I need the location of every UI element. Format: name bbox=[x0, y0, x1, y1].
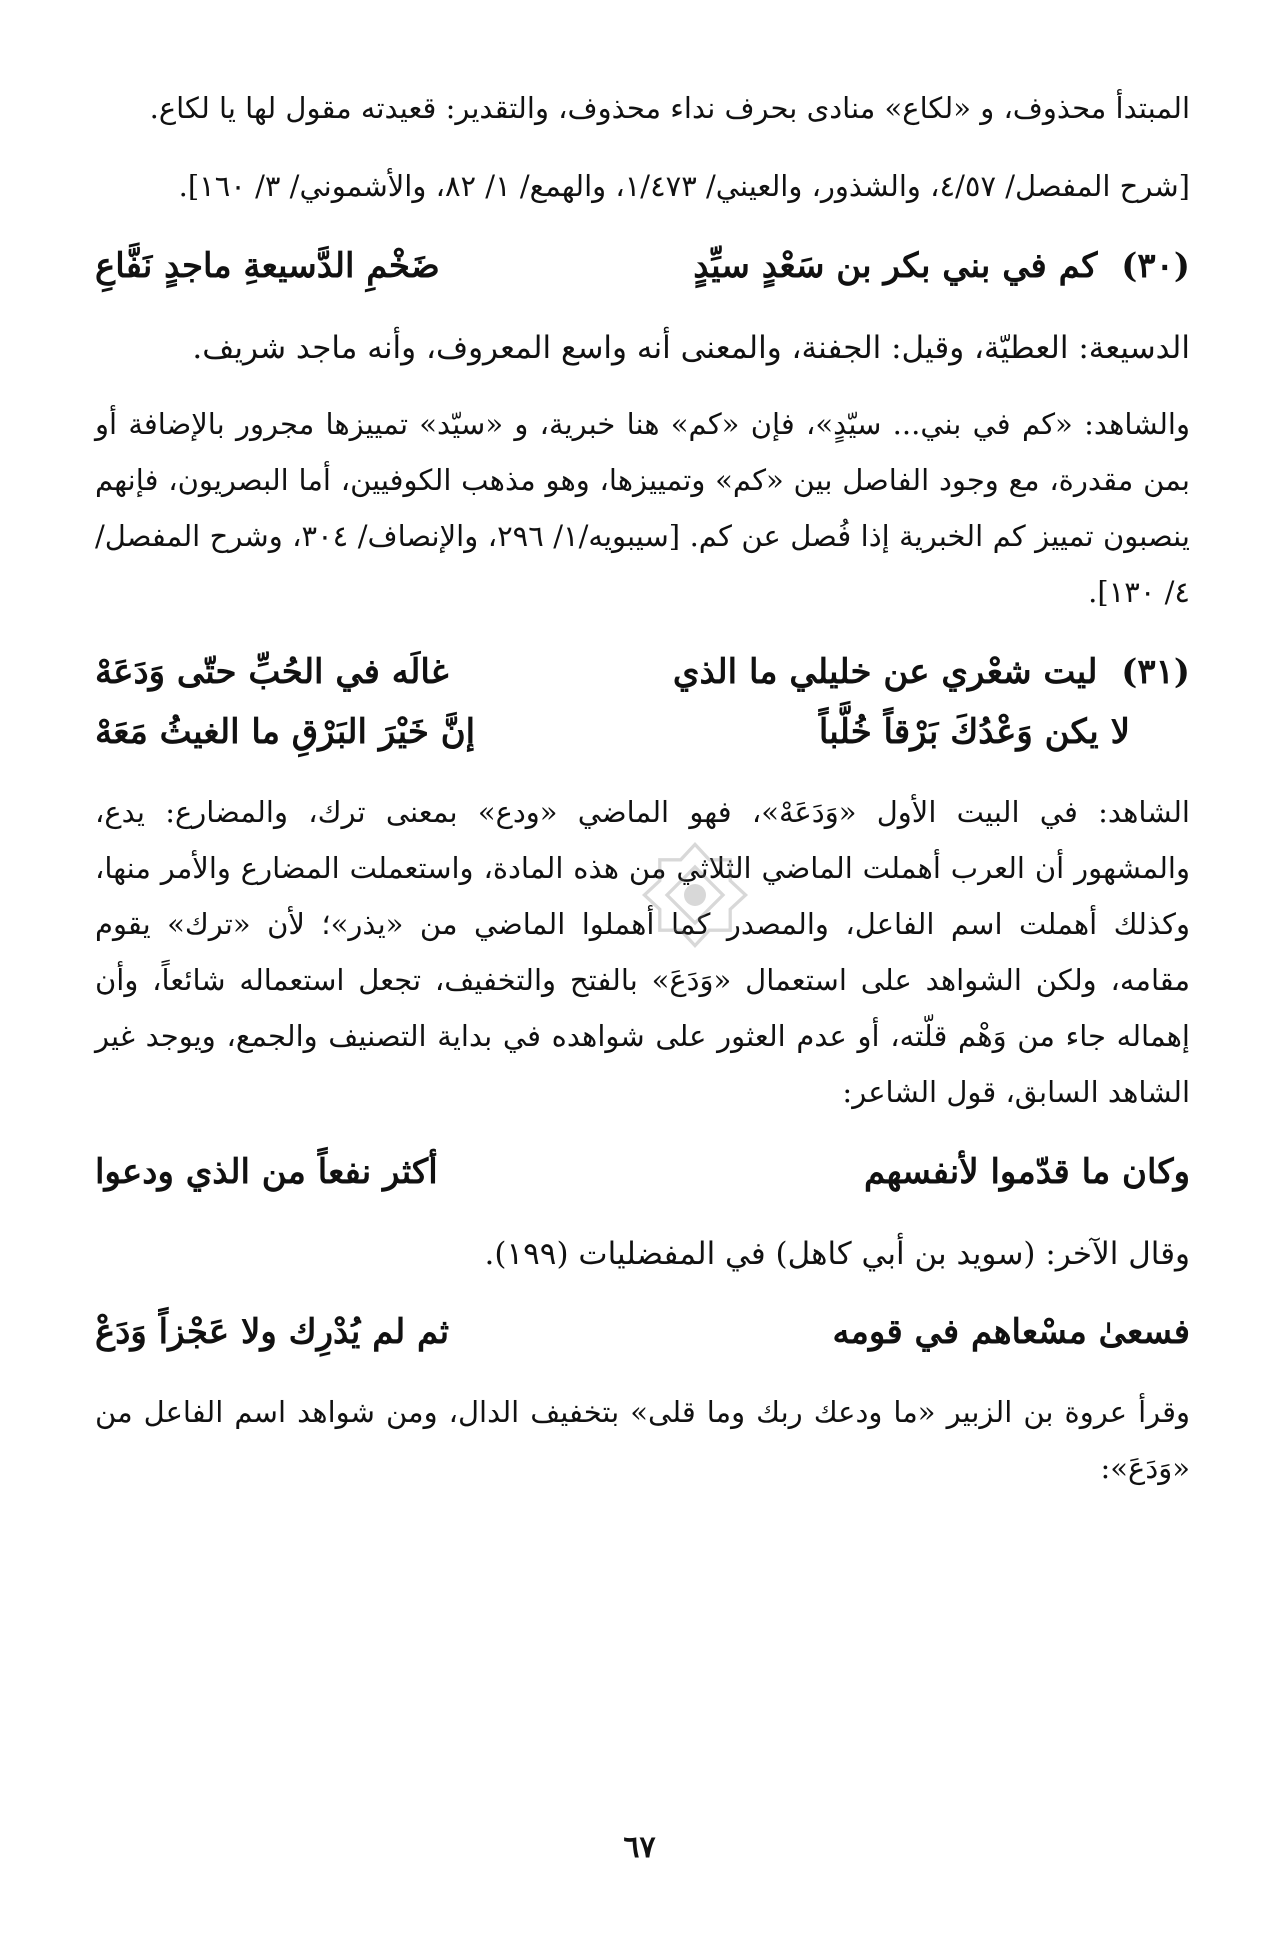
intro-b: وقال الآخر: (سويد بن أبي كاهل) في المفضليات (١٩٩). bbox=[484, 1236, 1190, 1272]
verse-b-first: فسعىٰ مسْعاهم في قومه bbox=[832, 1312, 1190, 1352]
page-body bbox=[95, 80, 1190, 1518]
verse-number: (٣٠) bbox=[1121, 246, 1190, 286]
verse-text: ليت شعْري عن خليلي ما الذي bbox=[672, 652, 1098, 692]
verse-a-first: وكان ما قدّموا لأنفسهم bbox=[863, 1152, 1190, 1192]
verse-30 bbox=[95, 236, 1190, 296]
verse-b bbox=[95, 1302, 1190, 1362]
page-number: ٦٧ bbox=[623, 1830, 656, 1865]
verse-31-line-2 bbox=[95, 702, 1190, 762]
verse-31 bbox=[95, 642, 1190, 762]
gloss-30: الدسيعة: العطيّة، وقيل: الجفنة، والمعنى أنه واسع المعروف، وأنه ماجد شريف. bbox=[192, 330, 1190, 366]
verse-30-first-hemistich bbox=[693, 236, 1190, 296]
verse-31-line-1 bbox=[95, 642, 1190, 702]
verse-number: (٣١) bbox=[1121, 652, 1190, 692]
paragraph-opening: المبتدأ محذوف، و «لكاع» منادى بحرف نداء محذوف، والتقدير: قعيدته مقول لها يا لكاع. bbox=[149, 91, 1190, 125]
reference-list: [شرح المفصل/ ٤/٥٧، والشذور، والعيني/ ١/٤٧٣، والهمع/ ١/ ٨٢، والأشموني/ ٣/ ١٦٠]. bbox=[178, 169, 1190, 203]
verse-b-second: ثم لم يُدْرِك ولا عَجْزاً وَدَعْ bbox=[95, 1312, 450, 1352]
shahid-30: والشاهد: «كم في بني... سيّدٍ»، فإن «كم» هنا خبرية، و «سيّد» تمييزها مجرور بالإضافة أو بمن مقدرة، مع وجود الفاصل بين «كم» وتمييزها، وهو مذهب الكوفيين، أما البصريون، فإنهم ينصبون تمييز كم الخبرية إذا فُصل عن كم. [سيبويه/١/ ٢٩٦، والإنصاف/ ٣٠٤، وشرح المفصل/ ٤/ ١٣٠]. bbox=[95, 407, 1190, 609]
watermark-seal-icon bbox=[640, 840, 750, 950]
verse-text: كم في بني بكر بن سَعْدٍ سيِّدٍ bbox=[693, 246, 1098, 286]
verse-31-line-2-second: إنَّ خَيْرَ البَرْقِ ما الغيثُ مَعَهْ bbox=[95, 712, 476, 752]
verse-31-line-1-first bbox=[673, 642, 1190, 702]
verse-31-line-2-first: لا يكن وَعْدُكَ بَرْقاً خُلَّباً bbox=[818, 712, 1130, 752]
shahid-31: الشاهد: في البيت الأول «وَدَعَهْ»، فهو الماضي «ودع» بمعنى ترك، والمضارع: يدع، والمشهور أن العرب أهملت الماضي الثلاثي من هذه المادة، واستعملت المضارع والأمر منها، وكذلك أهملت اسم الفاعل، والمصدر كما أهملوا الماضي من «يذر»؛ لأن «ترك» يقوم مقامه، ولكن الشواهد على استعمال «وَدَعَ» بالفتح والتخفيف، تجعل استعماله شائعاً، وأن إهماله جاء من وَهْم قلّته، أو عدم العثور على شواهده في بداية التصنيف والجمع، ويوجد غير الشاهد السابق، قول الشاعر: bbox=[95, 795, 1190, 1109]
verse-a-second: أكثر نفعاً من الذي ودعوا bbox=[95, 1152, 438, 1192]
verse-a bbox=[95, 1142, 1190, 1202]
verse-30-second-hemistich: ضَخْمِ الدَّسيعةِ ماجدٍ نَفَّاعِ bbox=[95, 246, 440, 286]
verse-31-line-1-second: غالَه في الحُبِّ حتّى وَدَعَهْ bbox=[95, 652, 449, 692]
paragraph-closing: وقرأ عروة بن الزبير «ما ودعك ربك وما قلى» بتخفيف الدال، ومن شواهد اسم الفاعل من «وَدَعَ»: bbox=[95, 1395, 1190, 1485]
